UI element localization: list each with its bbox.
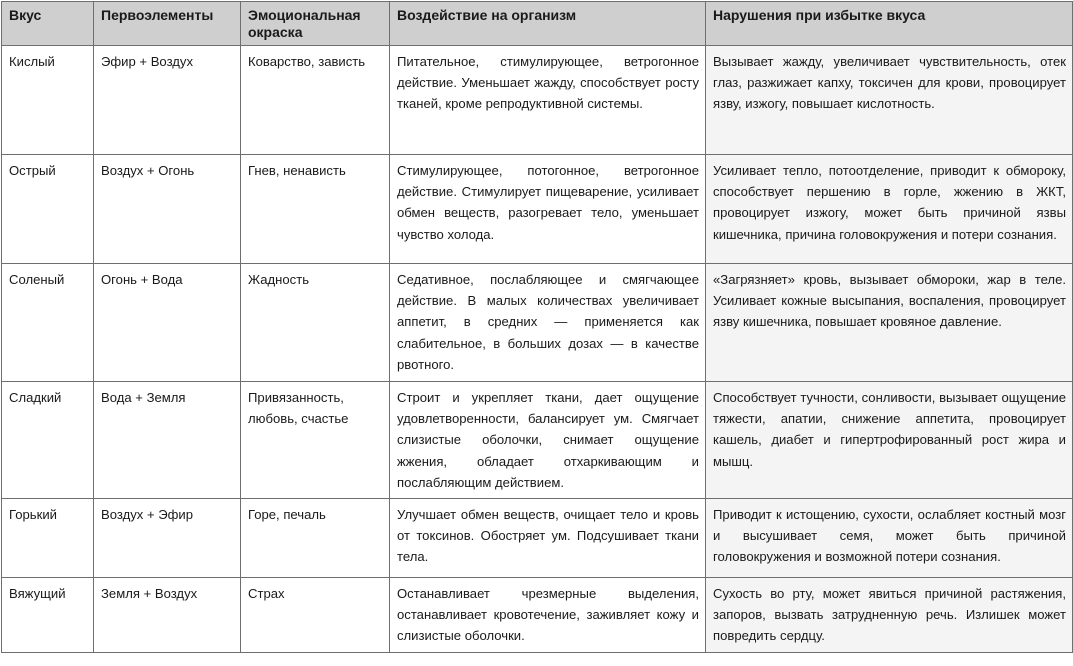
cell-excess: Приводит к истощению, сухости, ослабляет костный мозг и высушивает семя, может быть причиной головокружения и возможной потери сознания. xyxy=(706,499,1073,578)
cell-emotion: Горе, печаль xyxy=(241,499,390,578)
cell-elements: Воздух + Эфир xyxy=(94,499,241,578)
cell-effect: Останавливает чрезмерные выделения, останавливает кровотечение, заживляет кожу и слизистые оболочки. xyxy=(390,578,706,653)
table-row xyxy=(2,46,1073,155)
cell-effect: Питательное, стимулирующее, ветрогонное действие. Уменьшает жажду, способствует росту тканей, кроме репродуктивной системы. xyxy=(390,46,706,155)
cell-taste: Соленый xyxy=(2,264,94,382)
cell-taste: Острый xyxy=(2,155,94,264)
cell-elements: Земля + Воздух xyxy=(94,578,241,653)
table-row xyxy=(2,499,1073,578)
cell-excess: Вызывает жажду, увеличивает чувствительность, отек глаз, разжижает капху, токсичен для крови, провоцирует язву, изжогу, повышает кислотность. xyxy=(706,46,1073,155)
cell-effect: Строит и укрепляет ткани, дает ощущение удовлетворенности, балансирует ум. Смягчает слизистые оболочки, снимает ощущение жжения, обладает отхаркивающим и послабляющим действием. xyxy=(390,382,706,499)
cell-emotion: Гнев, ненависть xyxy=(241,155,390,264)
table-row xyxy=(2,264,1073,382)
cell-effect: Седативное, послабляющее и смягчающее действие. В малых количествах увеличивает аппетит, в средних — применяется как слабительное, в больших дозах — в качестве рвотного. xyxy=(390,264,706,382)
cell-excess: Сухость во рту, может явиться причиной растяжения, запоров, вызвать затрудненную речь. Излишек может повредить сердцу. xyxy=(706,578,1073,653)
table-body xyxy=(2,46,1073,653)
cell-elements: Вода + Земля xyxy=(94,382,241,499)
header-elements: Первоэлементы xyxy=(94,2,241,46)
cell-emotion: Коварство, зависть xyxy=(241,46,390,155)
cell-taste: Горький xyxy=(2,499,94,578)
header-taste: Вкус xyxy=(2,2,94,46)
cell-elements: Огонь + Вода xyxy=(94,264,241,382)
header-row xyxy=(2,2,1073,46)
header-effect: Воздействие на организм xyxy=(390,2,706,46)
header-emotion: Эмоциональная окраска xyxy=(241,2,390,46)
table-header xyxy=(2,2,1073,46)
cell-emotion: Страх xyxy=(241,578,390,653)
cell-excess: «Загрязняет» кровь, вызывает обмороки, жар в теле. Усиливает кожные высыпания, воспаления, провоцирует язву кишечника, повышает кровяное давление. xyxy=(706,264,1073,382)
cell-taste: Кислый xyxy=(2,46,94,155)
table-row xyxy=(2,155,1073,264)
cell-effect: Стимулирующее, потогонное, ветрогонное действие. Стимулирует пищеварение, усиливает обмен веществ, разогревает тело, уменьшает чувство холода. xyxy=(390,155,706,264)
cell-elements: Воздух + Огонь xyxy=(94,155,241,264)
cell-effect: Улучшает обмен веществ, очищает тело и кровь от токсинов. Обостряет ум. Подсушивает ткани тела. xyxy=(390,499,706,578)
header-excess: Нарушения при избытке вкуса xyxy=(706,2,1073,46)
cell-emotion: Привязанность, любовь, счастье xyxy=(241,382,390,499)
table-row xyxy=(2,578,1073,653)
cell-taste: Сладкий xyxy=(2,382,94,499)
cell-taste: Вяжущий xyxy=(2,578,94,653)
cell-elements: Эфир + Воздух xyxy=(94,46,241,155)
cell-excess: Способствует тучности, сонливости, вызывает ощущение тяжести, апатии, снижение аппетита, провоцирует кашель, диабет и гипертрофированный рост жира и мышц. xyxy=(706,382,1073,499)
table-row xyxy=(2,382,1073,499)
taste-table xyxy=(1,1,1073,653)
cell-excess: Усиливает тепло, потоотделение, приводит к обмороку, способствует першению в горле, жжению в ЖКТ, провоцирует изжогу, может быть причиной язвы кишечника, причина головокружения и потери сознания. xyxy=(706,155,1073,264)
cell-emotion: Жадность xyxy=(241,264,390,382)
